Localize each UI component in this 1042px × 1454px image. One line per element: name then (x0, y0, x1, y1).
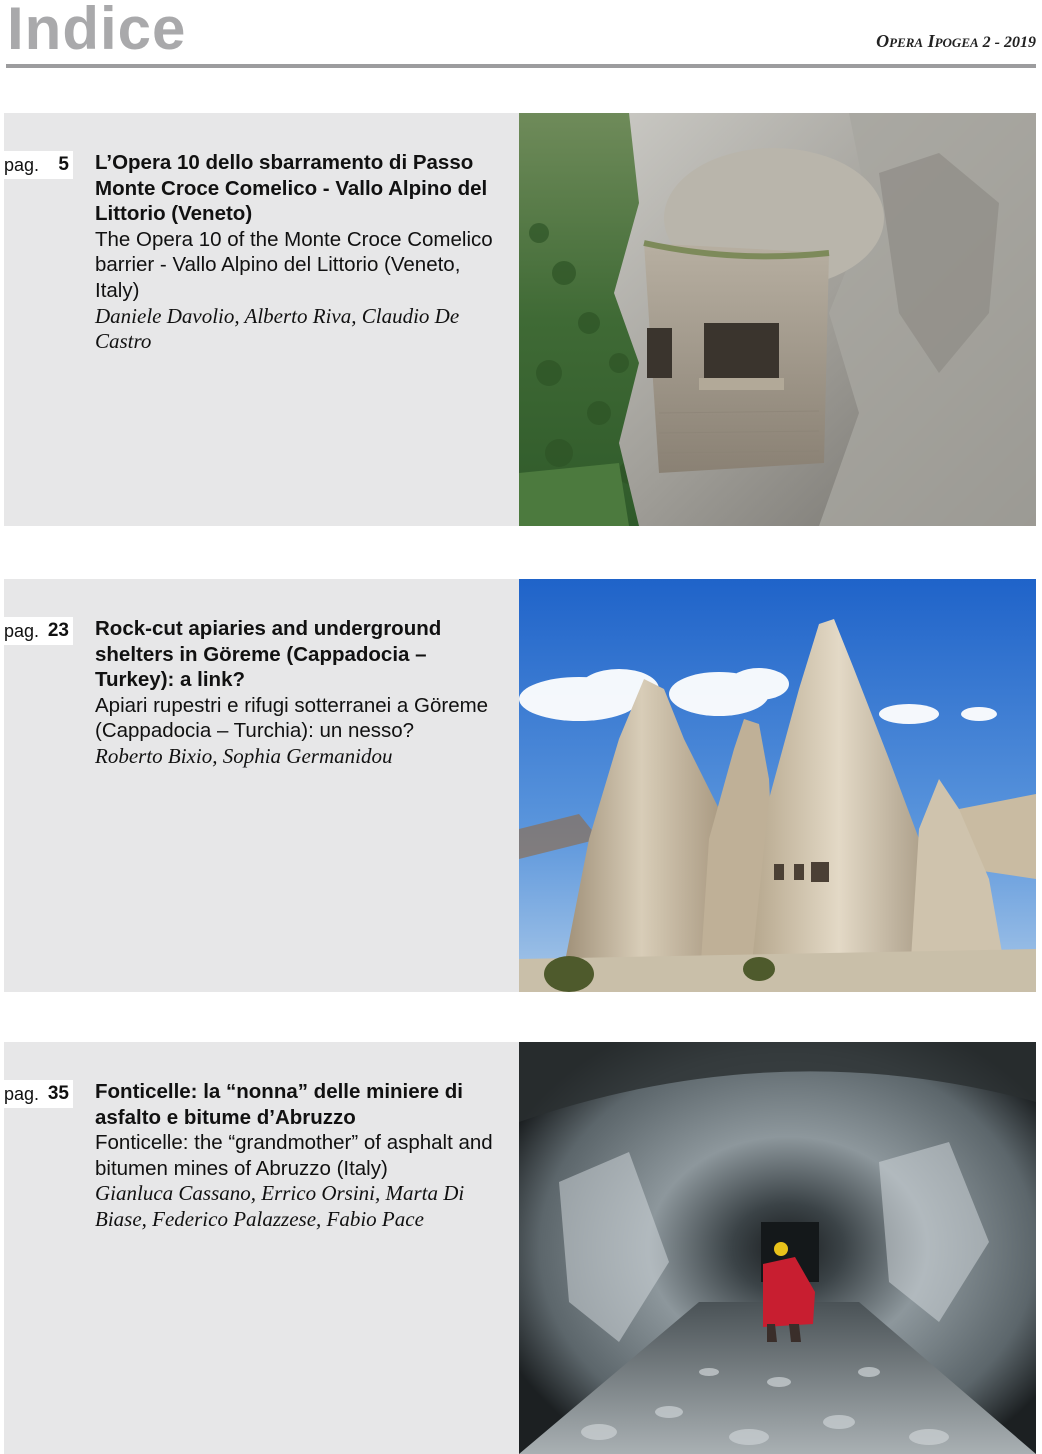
toc-entry[interactable] (4, 113, 1036, 526)
toc-entry[interactable] (4, 1042, 1036, 1454)
article-title-italian: Apiari rupestri e rifugi sotterranei a Göreme (Cappadocia – Turchia): un nesso? (95, 693, 489, 743)
entry-text (95, 150, 505, 355)
page-label: pag. (4, 621, 40, 641)
page-reference (4, 151, 73, 179)
article-title-english: Fonticelle: the “grandmother” of asphalt and bitumen mines of Abruzzo (Italy) (95, 1131, 493, 1180)
article-title-english[interactable]: Rock-cut apiaries and underground shelters in Göreme (Cappadocia – Turkey): a link? (95, 617, 442, 692)
article-title-italian[interactable]: Fonticelle: la “nonna” delle miniere di asfalto e bitume d’Abruzzo (95, 1080, 463, 1129)
page-label: pag. (4, 155, 40, 175)
article-authors: Gianluca Cassano, Errico Orsini, Marta Di Biase, Federico Palazzese, Fabio Pace (95, 1181, 465, 1231)
entry-text (95, 1079, 505, 1233)
article-authors: Roberto Bixio, Sophia Germanidou (95, 743, 393, 768)
page-reference (4, 617, 73, 645)
journal-info (876, 31, 1036, 52)
article-title-english: The Opera 10 of the Monte Croce Comelico barrier - Vallo Alpino del Littorio (Veneto, Italy) (95, 227, 493, 302)
fairy-chimneys-photo (519, 579, 1036, 992)
journal-name: Opera Ipogea (876, 31, 979, 51)
page-number: 5 (58, 154, 69, 175)
page-label: pag. (4, 1084, 40, 1104)
mine-tunnel-photo (519, 1042, 1036, 1454)
journal-issue: 2 - 2019 (982, 34, 1036, 51)
bunker-photo (519, 113, 1036, 526)
article-title-italian[interactable]: L’Opera 10 dello sbarramento di Passo Monte Croce Comelico - Vallo Alpino del Littorio (Veneto) (95, 151, 488, 226)
header-divider (6, 64, 1036, 68)
page-reference (4, 1080, 73, 1108)
entry-text (95, 616, 505, 770)
page-number: 23 (47, 620, 69, 641)
toc-entry[interactable] (4, 579, 1036, 992)
page-header (0, 0, 1042, 70)
page-title: Indice (7, 0, 187, 62)
article-authors: Daniele Davolio, Alberto Riva, Claudio De Castro (95, 303, 460, 354)
page-number: 35 (47, 1083, 69, 1104)
